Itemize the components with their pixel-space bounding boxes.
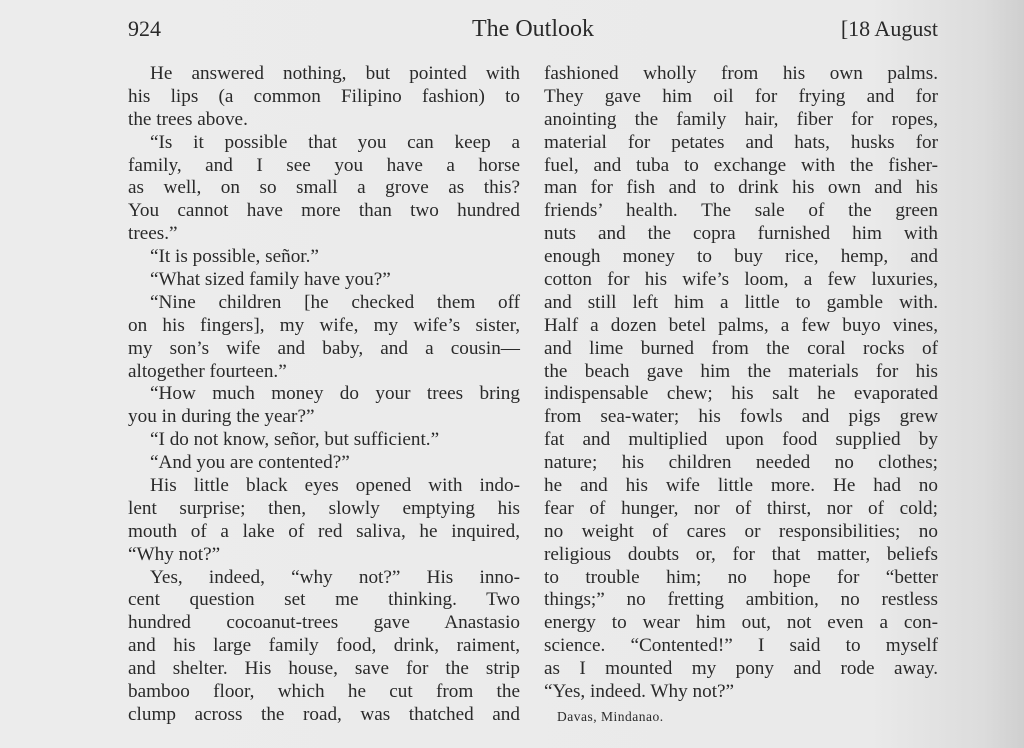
text-line: he and his wife little more. He had no: [544, 475, 938, 497]
page-number: 924: [128, 16, 161, 41]
text-line: “Nine children [he checked them off: [150, 291, 520, 313]
right-text-column: [544, 63, 938, 728]
journal-title: The Outlook: [472, 16, 594, 42]
text-line: fashioned wholly from his own palms.: [544, 63, 938, 84]
text-line: lent surprise; then, slowly emptying his: [128, 497, 520, 519]
text-line: “How much money do your trees bring: [150, 383, 520, 405]
text-line: from sea-water; his fowls and pigs grew: [544, 406, 938, 428]
text-line: indispensable chew; his salt he evaporated: [544, 383, 938, 405]
text-line: my son’s wife and baby, and a cousin—: [128, 337, 520, 359]
text-line: the beach gave him the materials for his: [544, 360, 938, 382]
issue-date: [18 August: [840, 16, 938, 41]
text-line: cotton for his wife’s loom, a few luxuries,: [544, 269, 938, 291]
text-line: religious doubts or, for that matter, beliefs: [544, 543, 938, 565]
dateline: Davas, Mindanao.: [557, 708, 664, 724]
text-line: fat and multiplied upon food supplied by: [544, 429, 938, 451]
text-line: Half a dozen betel palms, a few buyo vines,: [544, 314, 938, 336]
text-line: and shelter. His house, save for the strip: [128, 658, 520, 680]
text-line: and still left him a little to gamble with.: [544, 291, 938, 313]
text-line: you in during the year?”: [128, 406, 315, 428]
text-line: material for petates and hats, husks for: [544, 131, 938, 153]
text-line: as well, on so small a grove as this?: [128, 177, 520, 199]
text-line: They gave him oil for frying and for: [544, 85, 938, 107]
text-line: energy to wear him out, not even a con-: [544, 612, 938, 634]
text-line: cent question set me thinking. Two: [128, 589, 520, 611]
text-line: “Is it possible that you can keep a: [150, 131, 520, 153]
text-line: hundred cocoanut-trees gave Anastasio: [128, 612, 520, 634]
left-text-column: [128, 63, 520, 727]
text-line: and lime burned from the coral rocks of: [544, 337, 938, 359]
text-line: and his large family food, drink, raiment,: [128, 635, 520, 657]
text-line: altogether fourteen.”: [128, 360, 287, 382]
text-line: friends’ health. The sale of the green: [544, 200, 938, 222]
text-line: to trouble him; no hope for “better: [544, 566, 938, 588]
text-line: nature; his children needed no clothes;: [544, 452, 938, 474]
text-line: Yes, indeed, “why not?” His inno-: [150, 566, 520, 588]
text-line: “Yes, indeed. Why not?”: [544, 681, 735, 703]
text-line: as I mounted my pony and rode away.: [544, 658, 938, 680]
text-line: no weight of cares or responsibilities; no: [544, 520, 938, 542]
text-line: on his fingers], my wife, my wife’s sister,: [128, 314, 520, 336]
text-line: He answered nothing, but pointed with: [150, 63, 520, 84]
text-line: “It is possible, señor.”: [150, 246, 319, 268]
running-header: [128, 16, 938, 46]
text-line: “Why not?”: [128, 543, 221, 565]
text-line: clump across the road, was thatched and: [128, 703, 520, 725]
text-line: bamboo floor, which he cut from the: [128, 681, 520, 703]
text-line: mouth of a lake of red saliva, he inquired,: [128, 520, 520, 542]
text-line: his lips (a common Filipino fashion) to: [128, 85, 520, 107]
text-line: trees.”: [128, 223, 178, 245]
text-line: You cannot have more than two hundred: [128, 200, 520, 222]
text-line: anointing the family hair, fiber for ropes,: [544, 108, 938, 130]
text-line: enough money to buy rice, hemp, and: [544, 246, 938, 268]
text-line: fuel, and tuba to exchange with the fisher-: [544, 154, 938, 176]
text-line: man for fish and to drink his own and his: [544, 177, 938, 199]
text-line: the trees above.: [128, 108, 248, 130]
text-line: science. “Contented!” I said to myself: [544, 635, 938, 657]
text-line: fear of hunger, nor of thirst, nor of cold;: [544, 497, 938, 519]
text-line: His little black eyes opened with indo-: [150, 475, 520, 497]
text-line: nuts and the copra furnished him with: [544, 223, 938, 245]
text-line: things;” no fretting ambition, no restless: [544, 589, 938, 611]
text-line: “I do not know, señor, but sufficient.”: [150, 429, 440, 451]
text-line: family, and I see you have a horse: [128, 154, 520, 176]
text-line: “And you are contented?”: [150, 452, 350, 474]
text-line: “What sized family have you?”: [150, 269, 391, 291]
